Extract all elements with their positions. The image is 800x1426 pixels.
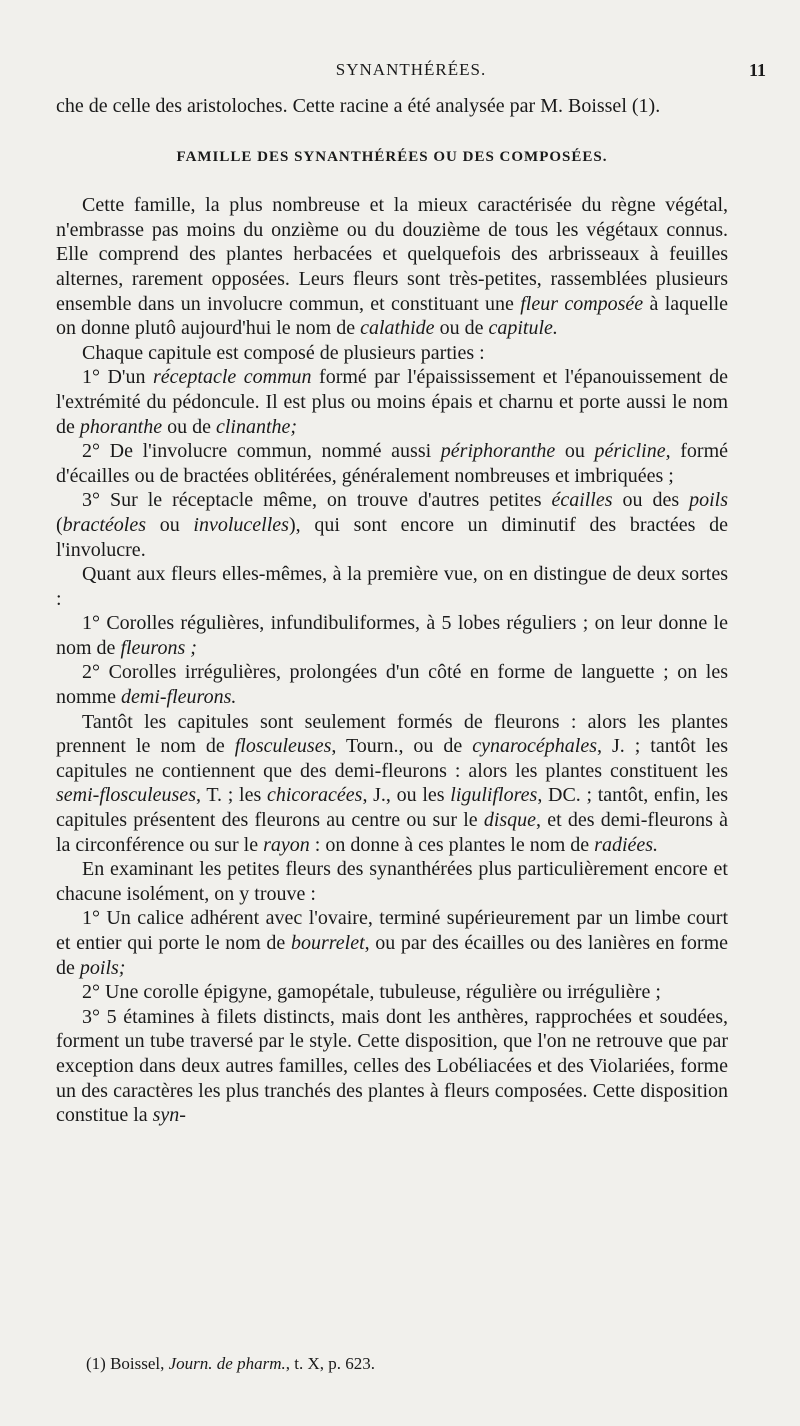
italic-term: semi-flosculeuses: [56, 784, 196, 807]
italic-term: cynarocéphales: [472, 735, 598, 758]
italic-term: écailles: [551, 489, 613, 512]
text-run: formé par l'épaississement et l'épanouissement de l'extrémité du pédoncule. Il est plus ou moins épais et charnu et porte aussi le nom de: [56, 366, 728, 438]
text-run: : on donne à ces plantes le nom de: [309, 833, 595, 856]
text-run: , Tourn., ou de: [331, 735, 473, 758]
italic-term: poils: [689, 489, 728, 512]
text-run: 1° Un calice adhérent avec l'ovaire, terminé supérieurement par un limbe court et entier qui porte le nom de: [56, 907, 728, 954]
italic-term: radiées.: [594, 833, 659, 856]
italic-term: fleur composée: [520, 292, 644, 315]
text-run: ou: [555, 440, 595, 463]
paragraph: [56, 1005, 728, 1128]
text-run: , et des demi-fleurons à la circonférence ou sur le: [56, 809, 728, 856]
paragraph: [56, 980, 728, 1005]
body-text: [56, 94, 728, 1128]
page-header: [56, 60, 766, 84]
italic-term: phoranthe: [79, 415, 163, 438]
text-run: , J., ou les: [362, 784, 451, 807]
text-run: che de celle des aristoloches. Cette racine a été analysée par M. Boissel (1).: [56, 95, 661, 117]
paragraph: [56, 562, 728, 611]
italic-term: disque: [483, 809, 537, 832]
text-run: 1° Corolles régulières, infundibuliformes, à 5 lobes réguliers ; on leur donne le nom de: [56, 612, 728, 659]
italic-term: flosculeuses: [234, 735, 332, 758]
running-title: SYNANTHÉRÉES.: [335, 60, 487, 79]
text-run: , J. ; tantôt les capitules ne contiennent que des demi-fleurons : alors les plantes constituent les: [56, 735, 728, 782]
paragraph: [56, 365, 728, 439]
text-run: , t. X, p. 623.: [285, 1354, 375, 1373]
italic-term: rayon: [263, 833, 310, 856]
italic-term: syn-: [152, 1104, 186, 1127]
italic-term: clinanthe;: [216, 415, 298, 438]
text-run: Chaque capitule est composé de plusieurs parties :: [82, 341, 485, 364]
paragraph: [56, 906, 728, 980]
italic-term: fleurons ;: [120, 636, 197, 659]
paragraph: [56, 341, 728, 366]
text-run: ou de: [162, 415, 216, 438]
paragraph: [56, 710, 728, 858]
paragraph: [56, 660, 728, 709]
text-run: (1) Boissel,: [86, 1354, 169, 1373]
italic-term: involucelles: [193, 513, 289, 536]
text-run: 2° Une corolle épigyne, gamopétale, tubuleuse, régulière ou irrégulière ;: [82, 981, 661, 1004]
text-run: Quant aux fleurs elles-mêmes, à la première vue, on en distingue de deux sortes :: [56, 563, 728, 610]
text-run: formé d'écailles ou de bractées oblitérées, généralement nombreuses et imbriquées ;: [56, 440, 728, 487]
text-run: à laquelle on donne plutô aujourd'hui le nom de: [56, 292, 728, 340]
text-run: ou: [145, 513, 194, 536]
italic-term: poils;: [79, 956, 126, 979]
text-run: ou de: [434, 317, 489, 340]
footnote: [86, 1354, 375, 1374]
text-run: , T. ; les: [195, 784, 267, 807]
italic-term: bourrelet: [290, 932, 365, 954]
text-run: , ou par des écailles ou des lanières en forme de: [56, 932, 728, 979]
text-run: Tantôt les capitules sont seulement formés de fleurons : alors les plantes prennent le nom de: [56, 710, 728, 758]
text-run: En examinant les petites fleurs des synanthérées plus particulièrement encore et chacune isolément, on y trouve :: [56, 858, 728, 905]
text-run: 1° D'un: [82, 366, 154, 389]
italic-term: Journ. de pharm.: [168, 1354, 286, 1373]
text-run: ou des: [612, 489, 690, 512]
italic-term: réceptacle commun: [153, 366, 312, 389]
italic-term: chicoracées: [266, 784, 363, 807]
text-run: ), qui sont encore un diminutif des bractées de l'involucre.: [56, 513, 729, 561]
italic-term: bractéoles: [62, 513, 146, 536]
italic-term: péricline,: [594, 440, 671, 463]
paragraph: [56, 94, 728, 119]
paragraph: [56, 439, 728, 488]
paragraph: [56, 857, 728, 906]
text-run: , DC. ; tantôt, enfin, les capitules présentent des fleurons au centre ou sur le: [56, 784, 729, 832]
text-run: 2° Corolles irrégulières, prolongées d'un côté en forme de languette ; on les nomme: [56, 661, 728, 709]
italic-term: périphoranthe: [440, 440, 556, 463]
text-run: FAMILLE DES SYNANTHÉRÉES OU DES COMPOSÉES.: [176, 148, 608, 165]
paragraph: [56, 611, 728, 660]
paragraph: [56, 488, 728, 562]
page-number: 11: [748, 60, 766, 80]
text-run: 3° Sur le réceptacle même, on trouve d'autres petites: [82, 489, 552, 512]
text-run: Cette famille, la plus nombreuse et la mieux caractérisée du règne végétal, n'embrasse pas moins du onzième ou du douzième de tous les végétaux connus. Elle comprend des plantes herbacées et quelquefois des arbrisseaux à feuilles alternes, rarement opposées. Leurs fleurs sont très-petites, rassemblées plusieurs ensemble dans un involucre commun, et constituant une: [56, 194, 728, 315]
italic-term: capitule.: [488, 317, 558, 340]
italic-term: demi-fleurons.: [121, 686, 237, 709]
italic-term: calathide: [360, 317, 435, 340]
italic-term: liguliflores: [450, 784, 538, 807]
text-run: (: [56, 513, 63, 536]
text-run: 3° 5 étamines à filets distincts, mais dont les anthères, rapprochées et soudées, forment un tube traversé par le style. Cette disposition, que l'on ne retrouve que par exception dans deux autres familles, celles des Lobéliacées et des Violariées, forme un des caractères les plus tranchés des plantes à fleurs composées. Cette disposition constitue la: [56, 1005, 728, 1127]
paragraph: [56, 193, 728, 341]
text-run: 2° De l'involucre commun, nommé aussi: [82, 440, 441, 463]
section-heading: [56, 145, 728, 170]
